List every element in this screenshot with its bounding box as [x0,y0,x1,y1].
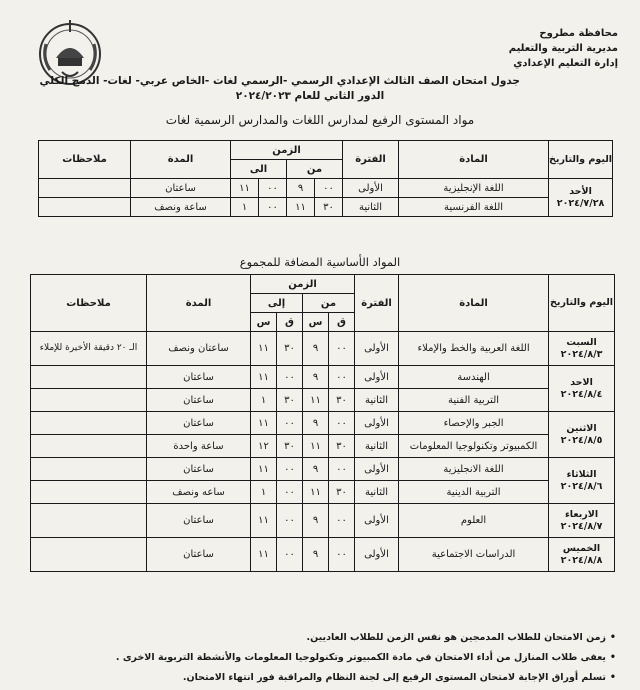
subject-cell: الهندسة [399,366,549,389]
table-row [39,179,613,198]
duration-cell: ساعه ونصف [147,481,251,504]
to-s: ١١ [251,538,277,572]
directorate: مديرية التربية والتعليم [508,43,618,54]
to-q: ٣٠ [277,435,303,458]
day-cell: الأحد ٢٠٢٤/٧/٢٨ [549,179,613,217]
page-title [39,74,520,104]
governorate: محافظة مطروح [539,28,618,39]
to-q: ٠٠ [277,504,303,538]
table-row [31,412,615,435]
advanced-level-table [38,140,613,217]
header-to: الى [231,160,287,179]
notes-cell [31,458,147,481]
title-line1: جدول امتحان الصف الثالث الإعدادي الرسمي -الرسمي لغات -الخاص عربي- لغات- الدمج الكلي [39,75,520,87]
notes-cell [31,504,147,538]
period-cell: الأولى [355,412,399,435]
day-cell: الاحد ٢٠٢٤/٨/٤ [549,366,615,412]
notes-cell [39,179,131,198]
from-q: ٣٠ [329,435,355,458]
from-s: ٩ [303,366,329,389]
subject-cell: اللغة الإنجليزية [399,179,549,198]
header-from-q: ق [329,313,355,332]
to-q: ٣٠ [277,389,303,412]
duration-cell: ساعتان [147,389,251,412]
notes-cell [31,389,147,412]
footnote [16,628,616,648]
footnote [16,668,616,688]
to-s: ١١ [251,504,277,538]
footnote-text: زمن الامتحان للطلاب المدمجين هو نفس الزمن للطلاب العاديين. [306,632,606,643]
duration-cell: ساعتان [147,538,251,572]
day-cell: الاربعاء ٢٠٢٤/٨/٧ [549,504,615,538]
header-from-s: س [303,313,329,332]
header-period: الفترة [343,141,399,179]
duration-cell: ساعة واحدة [147,435,251,458]
day-cell: الاثنين ٢٠٢٤/٨/٥ [549,412,615,458]
duration-cell: ساعتان [131,179,231,198]
header-to-q: ق [277,313,303,332]
period-cell: الثانية [343,198,399,217]
from-q: ٣٠ [329,481,355,504]
header-block [498,26,618,71]
header-to: إلى [251,294,303,313]
table-row [39,198,613,217]
to-minutes: ٠٠ [259,179,287,198]
subject-cell: الجبر والإحصاء [399,412,549,435]
notes-cell [31,366,147,389]
period-cell: الأولى [355,366,399,389]
to-s: ١١ [251,458,277,481]
from-hours: ٩ [287,179,315,198]
day-cell: الخميس ٢٠٢٤/٨/٨ [549,538,615,572]
table-row [31,481,615,504]
header-time: الزمن [231,141,343,160]
to-q: ٠٠ [277,366,303,389]
table-row [31,538,615,572]
to-minutes: ٠٠ [259,198,287,217]
period-cell: الأولى [343,179,399,198]
from-s: ٩ [303,412,329,435]
notes-cell: الـ ٢٠ دقيقة الأخيرة للإملاء [31,332,147,366]
from-s: ٩ [303,504,329,538]
from-q: ٠٠ [329,332,355,366]
from-q: ٠٠ [329,458,355,481]
to-q: ٠٠ [277,412,303,435]
header-duration: المدة [131,141,231,179]
subject-cell: اللغة العربية والخط والإملاء [399,332,549,366]
bullet-icon: • [609,672,616,683]
to-q: ٠٠ [277,538,303,572]
from-s: ٩ [303,538,329,572]
to-q: ٠٠ [277,458,303,481]
from-s: ١١ [303,435,329,458]
header-to-s: س [251,313,277,332]
table-row [31,458,615,481]
header-from: من [287,160,343,179]
from-q: ٠٠ [329,538,355,572]
section1-title: مواد المستوى الرفيع لمدارس اللغات والمدارس الرسمية لغات [165,113,475,127]
to-s: ١ [251,481,277,504]
header-duration: المدة [147,275,251,332]
subject-cell: العلوم [399,504,549,538]
to-hours: ١١ [231,179,259,198]
to-s: ١٢ [251,435,277,458]
day-cell: الثلاثاء ٢٠٢٤/٨/٦ [549,458,615,504]
header-time: الزمن [251,275,355,294]
from-s: ١١ [303,389,329,412]
header-from: من [303,294,355,313]
day-cell: السبت ٢٠٢٤/٨/٣ [549,332,615,366]
duration-cell: ساعتان ونصف [147,332,251,366]
core-subjects-table [30,274,615,572]
title-line2: الدور الثاني للعام ٢٠٢٤/٢٠٢٣ [235,90,385,102]
to-s: ١ [251,389,277,412]
notes-cell [31,538,147,572]
from-hours: ١١ [287,198,315,217]
period-cell: الأولى [355,504,399,538]
subject-cell: اللغة الانجليزية [399,458,549,481]
period-cell: الثانية [355,389,399,412]
duration-cell: ساعتان [147,412,251,435]
from-q: ٣٠ [329,389,355,412]
table-row [31,435,615,458]
subject-cell: الدراسات الاجتماعية [399,538,549,572]
to-s: ١١ [251,412,277,435]
section2-title: المواد الأساسية المضافة للمجموع [239,255,401,269]
subject-cell: الكمبيوتر وتكنولوجيا المعلومات [399,435,549,458]
from-s: ٩ [303,332,329,366]
period-cell: الثانية [355,435,399,458]
footnote-text: يعفى طلاب المنازل من أداء الامتحان في مادة الكمبيوتر وتكنولوجيا المعلومات والأنشطة التربوية الاخرى . [115,652,606,663]
period-cell: الأولى [355,332,399,366]
header-notes: ملاحظات [39,141,131,179]
header-day: اليوم والتاريخ [549,275,615,332]
period-cell: الأولى [355,538,399,572]
table-row [31,389,615,412]
table-row [31,366,615,389]
notes-cell [39,198,131,217]
to-hours: ١ [231,198,259,217]
to-q: ٣٠ [277,332,303,366]
department: إدارة التعليم الإعدادي [513,58,618,69]
to-s: ١١ [251,366,277,389]
duration-cell: ساعتان [147,366,251,389]
period-cell: الأولى [355,458,399,481]
bullet-icon: • [609,632,616,643]
subject-cell: التربية الدينية [399,481,549,504]
from-s: ٩ [303,458,329,481]
from-q: ٠٠ [329,366,355,389]
period-cell: الثانية [355,481,399,504]
notes-cell [31,435,147,458]
from-q: ٠٠ [329,412,355,435]
table-row [31,332,615,366]
duration-cell: ساعة ونصف [131,198,231,217]
from-q: ٠٠ [329,504,355,538]
to-s: ١١ [251,332,277,366]
header-period: الفترة [355,275,399,332]
header-subject: المادة [399,275,549,332]
footnote-text: تسلم أوراق الإجابة لامتحان المستوى الرفيع إلى لجنة النظام والمراقبة فور انتهاء الامتحان. [182,672,606,683]
subject-cell: اللغة الفرنسية [399,198,549,217]
footnotes [16,628,616,688]
table-row [31,504,615,538]
duration-cell: ساعتان [147,458,251,481]
from-s: ١١ [303,481,329,504]
header-notes: ملاحظات [31,275,147,332]
from-minutes: ٠٠ [315,179,343,198]
notes-cell [31,412,147,435]
to-q: ٠٠ [277,481,303,504]
header-day: اليوم والتاريخ [549,141,613,179]
duration-cell: ساعتان [147,504,251,538]
bullet-icon: • [609,652,616,663]
footnote [16,648,616,668]
from-minutes: ٣٠ [315,198,343,217]
subject-cell: التربية الفنية [399,389,549,412]
header-subject: المادة [399,141,549,179]
notes-cell [31,481,147,504]
